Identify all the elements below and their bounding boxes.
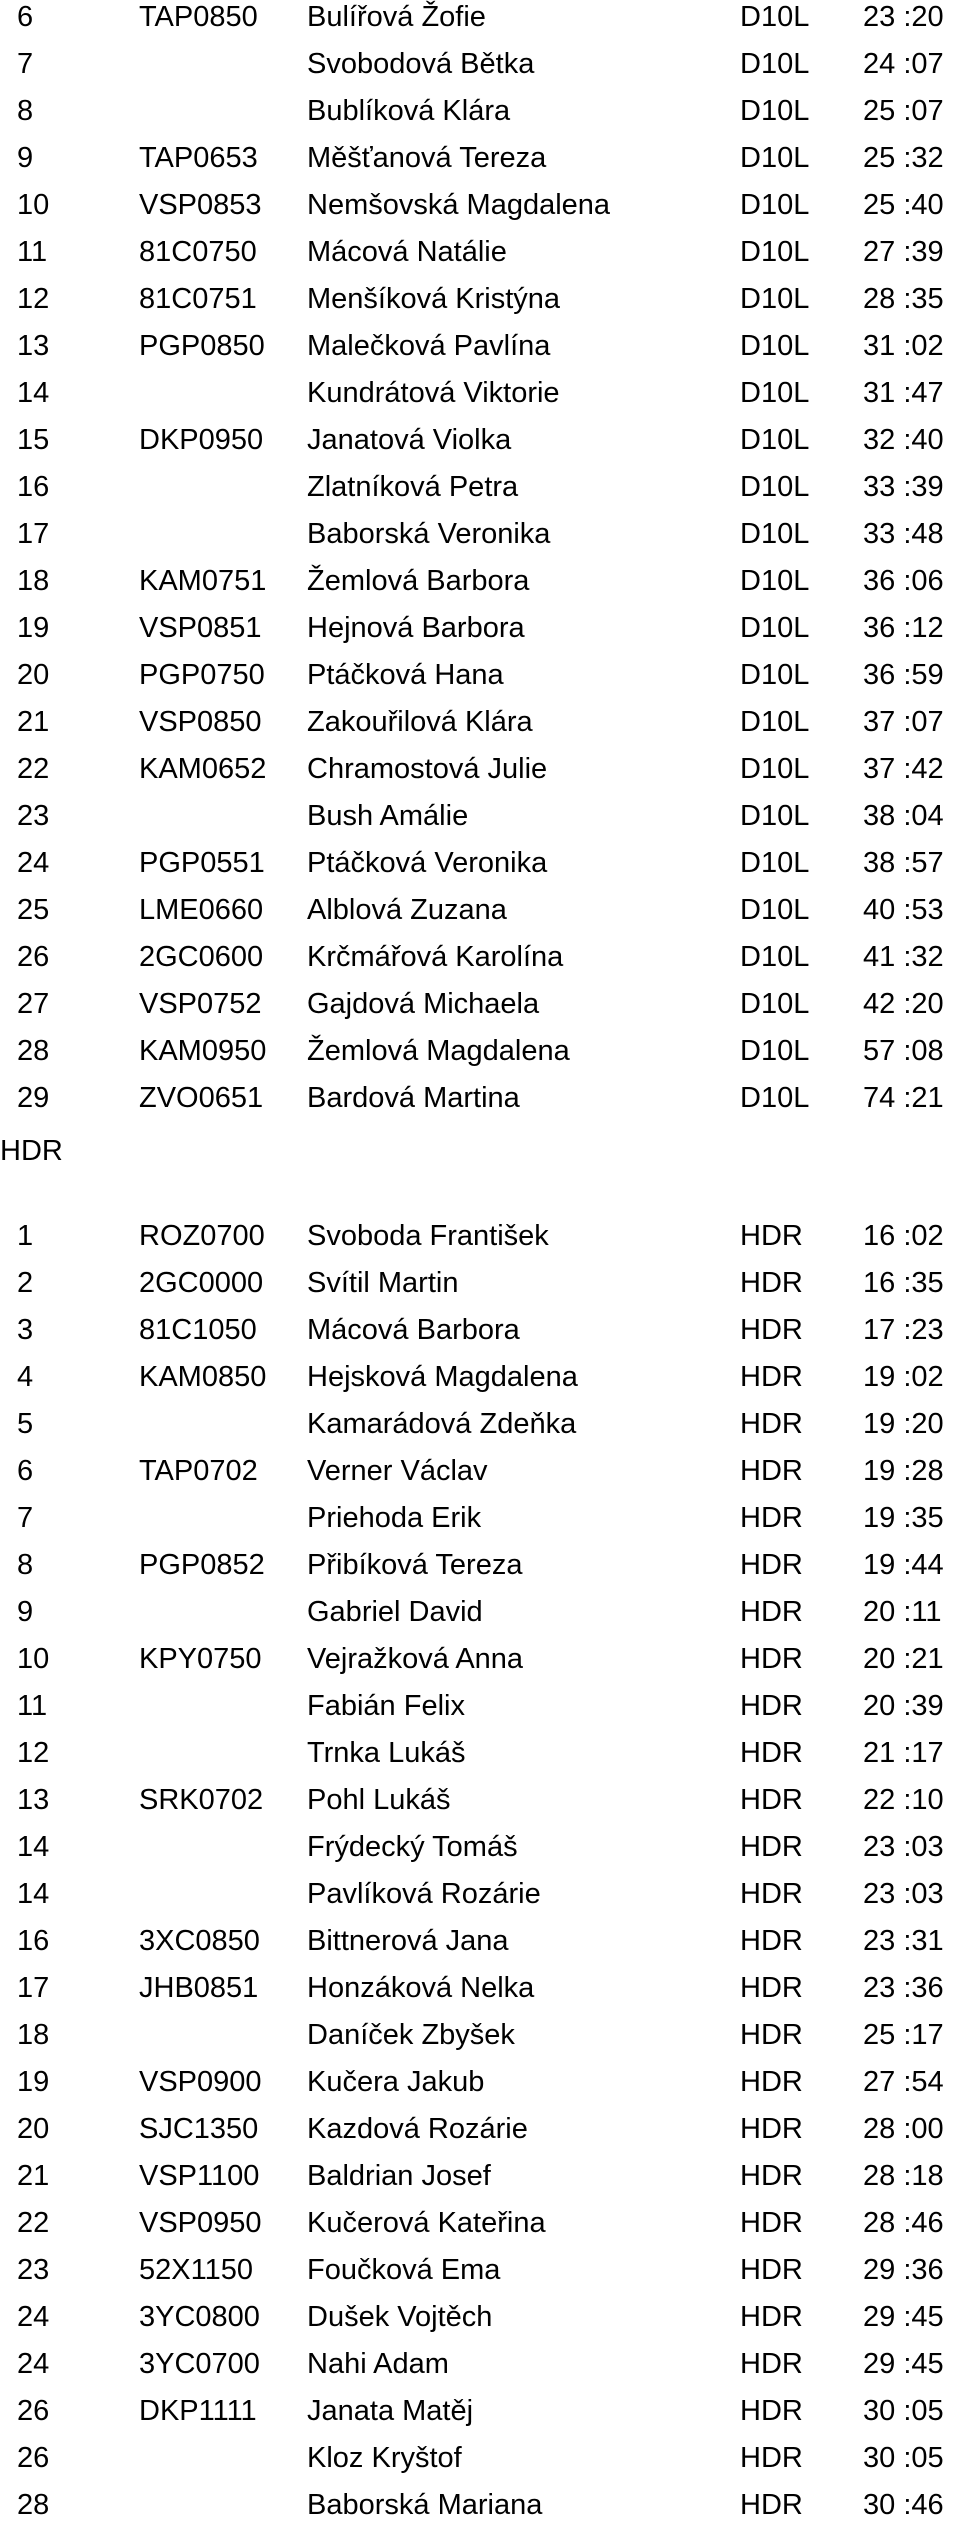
time-cell: 29 :45 [863,2348,944,2380]
competitor-name-cell: Gabriel David [307,1596,483,1628]
rank-cell: 24 [17,2301,50,2333]
category-cell: HDR [740,1267,803,1299]
competitor-name-cell: Ptáčková Hana [307,659,504,691]
club-code-cell: 2GC0000 [139,1267,264,1299]
time-cell: 25 :40 [863,189,944,221]
category-cell: HDR [740,1408,803,1440]
time-cell: 38 :57 [863,847,944,879]
table-row [0,1874,960,1921]
rank-cell: 7 [17,48,34,80]
category-cell: HDR [740,1643,803,1675]
competitor-name-cell: Foučková Ema [307,2254,501,2286]
rank-cell: 6 [17,1,34,33]
club-code-cell: TAP0850 [139,1,258,33]
time-cell: 57 :08 [863,1035,944,1067]
club-code-cell: DKP1111 [139,2395,257,2427]
category-cell: D10L [740,330,810,362]
club-code-cell: JHB0851 [139,1972,259,2004]
club-code-cell: VSP0851 [139,612,262,644]
rank-cell: 16 [17,471,50,503]
category-cell: D10L [740,847,810,879]
rank-cell: 8 [17,95,34,127]
club-code-cell: VSP0850 [139,706,262,738]
time-cell: 23 :03 [863,1831,944,1863]
table-row [0,2203,960,2250]
category-cell: HDR [740,1737,803,1769]
time-cell: 30 :05 [863,2395,944,2427]
club-code-cell: PGP0852 [139,1549,265,1581]
time-cell: 25 :07 [863,95,944,127]
competitor-name-cell: Baborská Mariana [307,2489,543,2521]
category-cell: D10L [740,189,810,221]
rank-cell: 13 [17,1784,50,1816]
rank-cell: 23 [17,2254,50,2286]
category-cell: D10L [740,894,810,926]
category-cell: D10L [740,706,810,738]
table-row [0,749,960,796]
club-code-cell: VSP0752 [139,988,262,1020]
category-cell: HDR [740,2348,803,2380]
category-cell: HDR [740,1784,803,1816]
category-cell: HDR [740,2442,803,2474]
club-code-cell: DKP0950 [139,424,264,456]
time-cell: 21 :17 [863,1737,944,1769]
table-row [0,1968,960,2015]
category-cell: D10L [740,941,810,973]
club-code-cell: PGP0850 [139,330,265,362]
rank-cell: 12 [17,283,50,315]
category-cell: HDR [740,1455,803,1487]
time-cell: 28 :18 [863,2160,944,2192]
rank-cell: 2 [17,1267,34,1299]
rank-cell: 16 [17,1925,50,1957]
time-cell: 33 :48 [863,518,944,550]
time-cell: 27 :54 [863,2066,944,2098]
table-row [0,2297,960,2344]
time-cell: 25 :32 [863,142,944,174]
rank-cell: 11 [17,1690,48,1722]
competitor-name-cell: Hejsková Magdalena [307,1361,578,1393]
competitor-name-cell: Vejražková Anna [307,1643,524,1675]
rank-cell: 18 [17,565,50,597]
table-row [0,1451,960,1498]
time-cell: 16 :02 [863,1220,944,1252]
rank-cell: 13 [17,330,50,362]
table-row [0,2438,960,2485]
competitor-name-cell: Verner Václav [307,1455,488,1487]
competitor-name-cell: Gajdová Michaela [307,988,540,1020]
time-cell: 19 :20 [863,1408,944,1440]
time-cell: 25 :17 [863,2019,944,2051]
time-cell: 23 :36 [863,1972,944,2004]
category-cell: HDR [740,2207,803,2239]
category-cell: D10L [740,424,810,456]
table-row [0,1357,960,1404]
time-cell: 29 :36 [863,2254,944,2286]
club-code-cell: VSP0950 [139,2207,262,2239]
category-cell: HDR [740,2019,803,2051]
competitor-name-cell: Svítil Martin [307,1267,459,1299]
time-cell: 36 :06 [863,565,944,597]
table-row [0,44,960,91]
table-row [0,2391,960,2438]
table-row [0,1639,960,1686]
club-code-cell: KPY0750 [139,1643,262,1675]
rank-cell: 10 [17,189,50,221]
competitor-name-cell: Přibíková Tereza [307,1549,523,1581]
category-cell: D10L [740,471,810,503]
competitor-name-cell: Fabián Felix [307,1690,465,1722]
time-cell: 37 :07 [863,706,944,738]
rank-cell: 19 [17,612,50,644]
time-cell: 23 :20 [863,1,944,33]
time-cell: 74 :21 [863,1082,944,1114]
club-code-cell: ZVO0651 [139,1082,264,1114]
time-cell: 36 :12 [863,612,944,644]
club-code-cell: ROZ0700 [139,1220,265,1252]
rank-cell: 3 [17,1314,34,1346]
time-cell: 20 :21 [863,1643,944,1675]
rank-cell: 4 [17,1361,34,1393]
competitor-name-cell: Pavlíková Rozárie [307,1878,541,1910]
category-cell: HDR [740,1549,803,1581]
competitor-name-cell: Priehoda Erik [307,1502,482,1534]
time-cell: 31 :02 [863,330,944,362]
rank-cell: 23 [17,800,50,832]
table-row [0,1078,960,1125]
competitor-name-cell: Hejnová Barbora [307,612,525,644]
category-cell: HDR [740,2489,803,2521]
category-cell: D10L [740,142,810,174]
table-row [0,2062,960,2109]
table-row [0,138,960,185]
competitor-name-cell: Dušek Vojtěch [307,2301,493,2333]
rank-cell: 26 [17,2442,50,2474]
club-code-cell: 2GC0600 [139,941,264,973]
competitor-name-cell: Žemlová Magdalena [307,1035,570,1067]
category-cell: D10L [740,236,810,268]
table-row [0,843,960,890]
rank-cell: 7 [17,1502,34,1534]
competitor-name-cell: Janata Matěj [307,2395,474,2427]
rank-cell: 28 [17,1035,50,1067]
table-row [0,984,960,1031]
competitor-name-cell: Zakouřilová Klára [307,706,533,738]
competitor-name-cell: Baldrian Josef [307,2160,491,2192]
rank-cell: 1 [17,1220,34,1252]
time-cell: 32 :40 [863,424,944,456]
category-header: HDR [0,1135,63,1167]
rank-cell: 8 [17,1549,34,1581]
table-row [0,1498,960,1545]
club-code-cell: KAM0751 [139,565,267,597]
table-row [0,1686,960,1733]
time-cell: 28 :46 [863,2207,944,2239]
category-cell: D10L [740,988,810,1020]
club-code-cell: PGP0551 [139,847,265,879]
rank-cell: 22 [17,2207,50,2239]
time-cell: 31 :47 [863,377,944,409]
competitor-name-cell: Trnka Lukáš [307,1737,466,1769]
table-row [0,1310,960,1357]
rank-cell: 10 [17,1643,50,1675]
table-row [0,326,960,373]
competitor-name-cell: Kamarádová Zdeňka [307,1408,577,1440]
time-cell: 38 :04 [863,800,944,832]
competitor-name-cell: Svobodová Bětka [307,48,535,80]
competitor-name-cell: Bublíková Klára [307,95,511,127]
club-code-cell: TAP0653 [139,142,258,174]
rank-cell: 17 [17,518,50,550]
competitor-name-cell: Bush Amálie [307,800,469,832]
competitor-name-cell: Mácová Natálie [307,236,507,268]
club-code-cell: LME0660 [139,894,264,926]
rank-cell: 27 [17,988,50,1020]
table-row [0,185,960,232]
club-code-cell: 52X1150 [139,2254,253,2286]
club-code-cell: PGP0750 [139,659,265,691]
table-row [0,2485,960,2532]
rank-cell: 26 [17,941,50,973]
category-cell: D10L [740,1082,810,1114]
category-cell: HDR [740,2254,803,2286]
category-cell: D10L [740,1,810,33]
time-cell: 37 :42 [863,753,944,785]
club-code-cell: 3YC0800 [139,2301,260,2333]
rank-cell: 18 [17,2019,50,2051]
table-row [0,2344,960,2391]
club-code-cell: VSP0900 [139,2066,262,2098]
category-cell: D10L [740,753,810,785]
competitor-name-cell: Nahi Adam [307,2348,449,2380]
time-cell: 19 :44 [863,1549,944,1581]
table-row [0,0,960,44]
competitor-name-cell: Žemlová Barbora [307,565,530,597]
table-row [0,1827,960,1874]
rank-cell: 24 [17,2348,50,2380]
category-cell: HDR [740,1690,803,1722]
competitor-name-cell: Menšíková Kristýna [307,283,561,315]
time-cell: 40 :53 [863,894,944,926]
club-code-cell: 3YC0700 [139,2348,260,2380]
rank-cell: 5 [17,1408,34,1440]
category-cell: HDR [740,1314,803,1346]
table-row [0,796,960,843]
time-cell: 20 :11 [863,1596,942,1628]
table-row [0,608,960,655]
category-cell: HDR [740,2160,803,2192]
category-cell: HDR [740,1925,803,1957]
time-cell: 28 :00 [863,2113,944,2145]
competitor-name-cell: Daníček Zbyšek [307,2019,515,2051]
rank-cell: 28 [17,2489,50,2521]
category-cell: HDR [740,2066,803,2098]
club-code-cell: VSP0853 [139,189,262,221]
competitor-name-cell: Kundrátová Viktorie [307,377,560,409]
competitor-name-cell: Bulířová Žofie [307,1,486,33]
competitor-name-cell: Frýdecký Tomáš [307,1831,518,1863]
club-code-cell: 81C0751 [139,283,257,315]
table-row [0,2109,960,2156]
competitor-name-cell: Mácová Barbora [307,1314,520,1346]
rank-cell: 6 [17,1455,34,1487]
category-cell: D10L [740,800,810,832]
club-code-cell: KAM0850 [139,1361,267,1393]
time-cell: 19 :35 [863,1502,944,1534]
category-cell: HDR [740,1972,803,2004]
table-row [0,702,960,749]
table-row [0,420,960,467]
table-row [0,937,960,984]
time-cell: 19 :02 [863,1361,944,1393]
category-cell: HDR [740,1502,803,1534]
time-cell: 16 :35 [863,1267,944,1299]
time-cell: 22 :10 [863,1784,944,1816]
competitor-name-cell: Bittnerová Jana [307,1925,509,1957]
rank-cell: 21 [17,706,50,738]
rank-cell: 15 [17,424,50,456]
table-row [0,91,960,138]
table-row [0,1263,960,1310]
table-row [0,232,960,279]
competitor-name-cell: Honzáková Nelka [307,1972,535,2004]
category-cell: D10L [740,659,810,691]
category-cell: D10L [740,48,810,80]
competitor-name-cell: Měšťanová Tereza [307,142,547,174]
competitor-name-cell: Malečková Pavlína [307,330,551,362]
table-row [0,1921,960,1968]
club-code-cell: 81C1050 [139,1314,257,1346]
club-code-cell: 3XC0850 [139,1925,260,1957]
competitor-name-cell: Zlatníková Petra [307,471,519,503]
rank-cell: 26 [17,2395,50,2427]
table-row [0,561,960,608]
table-row [0,1592,960,1639]
time-cell: 27 :39 [863,236,944,268]
table-row [0,1031,960,1078]
category-cell: D10L [740,612,810,644]
table-row [0,1733,960,1780]
competitor-name-cell: Krčmářová Karolína [307,941,564,973]
category-cell: D10L [740,283,810,315]
time-cell: 42 :20 [863,988,944,1020]
category-cell: HDR [740,1361,803,1393]
time-cell: 20 :39 [863,1690,944,1722]
club-code-cell: SRK0702 [139,1784,264,1816]
time-cell: 33 :39 [863,471,944,503]
competitor-name-cell: Kloz Kryštof [307,2442,462,2474]
time-cell: 36 :59 [863,659,944,691]
time-cell: 23 :31 [863,1925,944,1957]
category-cell: HDR [740,2301,803,2333]
time-cell: 28 :35 [863,283,944,315]
rank-cell: 29 [17,1082,50,1114]
competitor-name-cell: Nemšovská Magdalena [307,189,611,221]
category-cell: D10L [740,95,810,127]
rank-cell: 11 [17,236,48,268]
club-code-cell: 81C0750 [139,236,257,268]
competitor-name-cell: Janatová Violka [307,424,512,456]
time-cell: 29 :45 [863,2301,944,2333]
table-row [0,279,960,326]
category-cell: HDR [740,1831,803,1863]
rank-cell: 24 [17,847,50,879]
time-cell: 30 :05 [863,2442,944,2474]
club-code-cell: KAM0950 [139,1035,267,1067]
table-row [0,1404,960,1451]
rank-cell: 9 [17,142,34,174]
category-cell: HDR [740,2395,803,2427]
competitor-name-cell: Alblová Zuzana [307,894,507,926]
competitor-name-cell: Kučera Jakub [307,2066,485,2098]
category-cell: D10L [740,518,810,550]
time-cell: 23 :03 [863,1878,944,1910]
table-row [0,514,960,561]
rank-cell: 12 [17,1737,50,1769]
rank-cell: 20 [17,2113,50,2145]
time-cell: 30 :46 [863,2489,944,2521]
category-cell: HDR [740,2113,803,2145]
rank-cell: 21 [17,2160,50,2192]
rank-cell: 17 [17,1972,50,2004]
club-code-cell: SJC1350 [139,2113,259,2145]
rank-cell: 14 [17,377,50,409]
competitor-name-cell: Kučerová Kateřina [307,2207,546,2239]
competitor-name-cell: Bardová Martina [307,1082,520,1114]
club-code-cell: KAM0652 [139,753,267,785]
table-row [0,2250,960,2297]
competitor-name-cell: Chramostová Julie [307,753,548,785]
table-row [0,1780,960,1827]
rank-cell: 25 [17,894,50,926]
competitor-name-cell: Kazdová Rozárie [307,2113,528,2145]
rank-cell: 14 [17,1831,50,1863]
table-row [0,467,960,514]
time-cell: 17 :23 [863,1314,944,1346]
time-cell: 24 :07 [863,48,944,80]
table-row [0,1216,960,1263]
category-cell: HDR [740,1220,803,1252]
rank-cell: 14 [17,1878,50,1910]
time-cell: 19 :28 [863,1455,944,1487]
table-row [0,2015,960,2062]
rank-cell: 9 [17,1596,34,1628]
category-cell: HDR [740,1878,803,1910]
competitor-name-cell: Svoboda František [307,1220,549,1252]
table-row [0,2156,960,2203]
category-cell: D10L [740,565,810,597]
competitor-name-cell: Pohl Lukáš [307,1784,451,1816]
club-code-cell: VSP1100 [139,2160,260,2192]
competitor-name-cell: Baborská Veronika [307,518,551,550]
rank-cell: 19 [17,2066,50,2098]
table-row [0,373,960,420]
rank-cell: 20 [17,659,50,691]
category-cell: D10L [740,1035,810,1067]
table-row [0,655,960,702]
time-cell: 41 :32 [863,941,944,973]
rank-cell: 22 [17,753,50,785]
table-row [0,1545,960,1592]
club-code-cell: TAP0702 [139,1455,258,1487]
competitor-name-cell: Ptáčková Veronika [307,847,548,879]
table-row [0,890,960,937]
category-cell: HDR [740,1596,803,1628]
category-cell: D10L [740,377,810,409]
